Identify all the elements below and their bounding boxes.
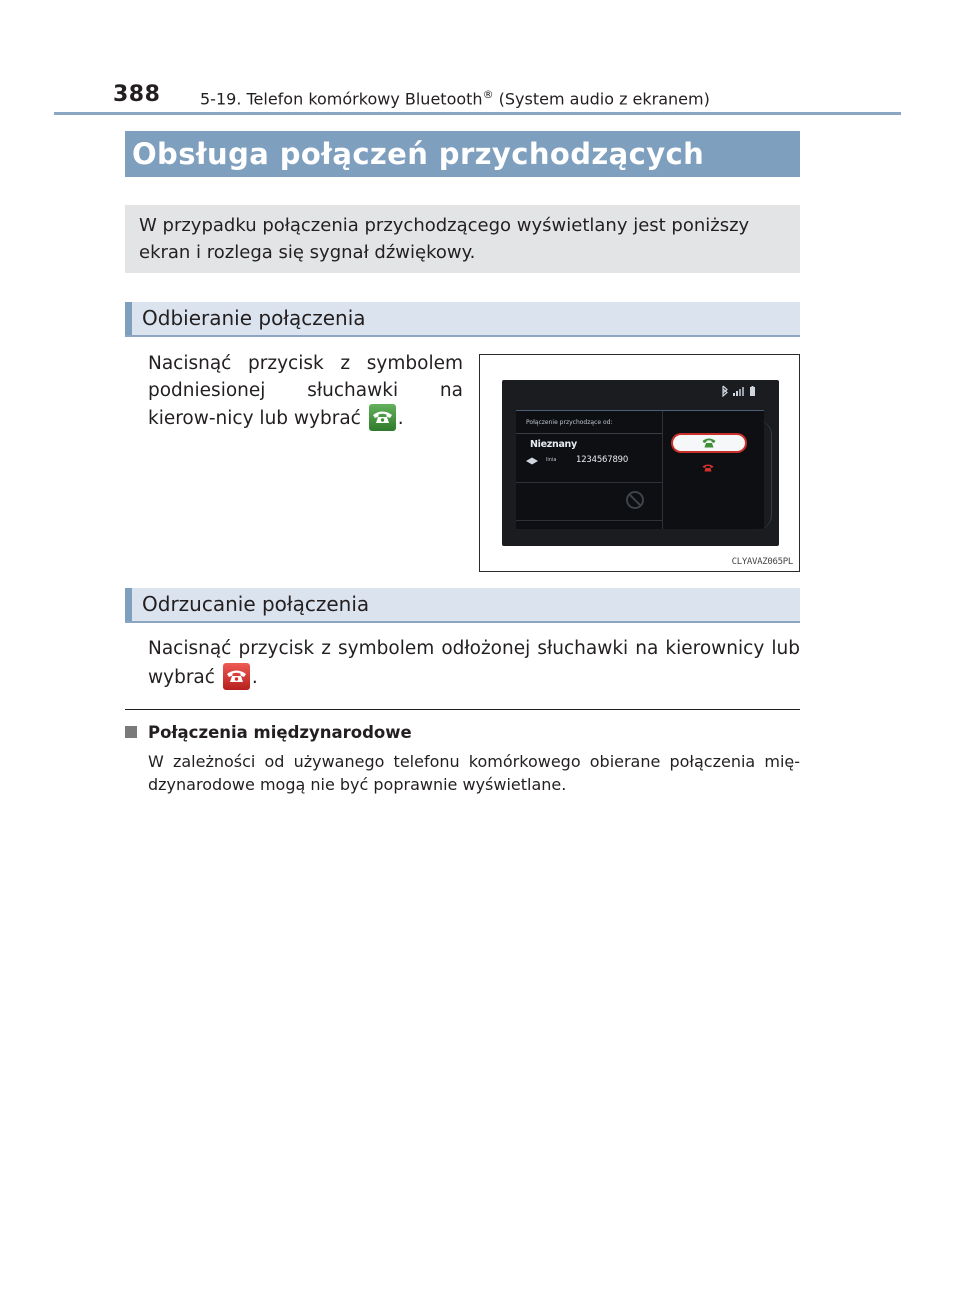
answer-text-after: . xyxy=(397,408,404,429)
line-label: linia xyxy=(546,457,557,463)
screen-divider-3 xyxy=(516,520,662,521)
answer-heading-text: Odbieranie połączenia xyxy=(142,306,366,330)
incoming-call-figure xyxy=(479,354,800,572)
answer-heading xyxy=(125,302,800,337)
section-title: Obsługa połączeń przychodzących xyxy=(125,131,800,177)
chapter-title xyxy=(200,88,710,108)
answer-instructions xyxy=(148,351,463,433)
chapter-text: 5-19. Telefon komórkowy Bluetooth xyxy=(200,89,483,109)
note-body: W zależności od używanego telefonu komórkowego obierane połączenia mię-dzynarodowe mogą nie być poprawnie wyświetlane. xyxy=(148,752,800,794)
reject-phone-icon xyxy=(223,663,250,690)
intro-box xyxy=(125,205,800,273)
screen-edge-curve xyxy=(757,420,772,530)
reject-text-after: . xyxy=(251,666,258,688)
answer-text-before: Nacisnąć przycisk z symbolem podniesionej słuchawki na kierow-nicy lub wybrać xyxy=(148,353,463,429)
section-divider xyxy=(125,709,800,710)
reject-call-button[interactable] xyxy=(702,463,714,472)
caller-name: Nieznany xyxy=(530,439,577,450)
header-rule xyxy=(54,112,901,115)
display-screen xyxy=(502,380,779,546)
reject-heading xyxy=(125,588,800,623)
note-title: Połączenia międzynarodowe xyxy=(148,723,412,742)
screen-divider xyxy=(516,433,662,434)
call-panel xyxy=(516,410,764,529)
answer-phone-icon xyxy=(369,404,396,431)
answer-icon xyxy=(702,437,716,448)
status-icons xyxy=(720,385,775,397)
answer-call-button[interactable] xyxy=(673,435,745,451)
page-number: 388 xyxy=(113,82,161,107)
registered-mark: ® xyxy=(482,88,494,101)
screen-divider-2 xyxy=(516,482,662,483)
chapter-suffix: (System audio z ekranem) xyxy=(493,89,710,109)
reject-instructions xyxy=(148,636,800,691)
screen-column-divider xyxy=(662,411,663,529)
mute-disabled-icon xyxy=(624,489,646,511)
reject-text-before: Nacisnąć przycisk z symbolem odłożonej słuchawki na kierownicy lub wybrać xyxy=(148,638,800,688)
incoming-call-header: Połączenie przychodzące od: xyxy=(526,419,613,426)
note-bullet xyxy=(125,726,137,738)
reject-heading-text: Odrzucanie połączenia xyxy=(142,592,370,616)
phone-type-icon xyxy=(525,457,539,465)
intro-text: W przypadku połączenia przychodzącego wyświetlany jest poniższy ekran i rozlega się sygnał dźwiękowy. xyxy=(139,215,750,263)
figure-code: CLYAVAZ065PL xyxy=(731,557,793,567)
phone-number: 1234567890 xyxy=(576,455,629,465)
